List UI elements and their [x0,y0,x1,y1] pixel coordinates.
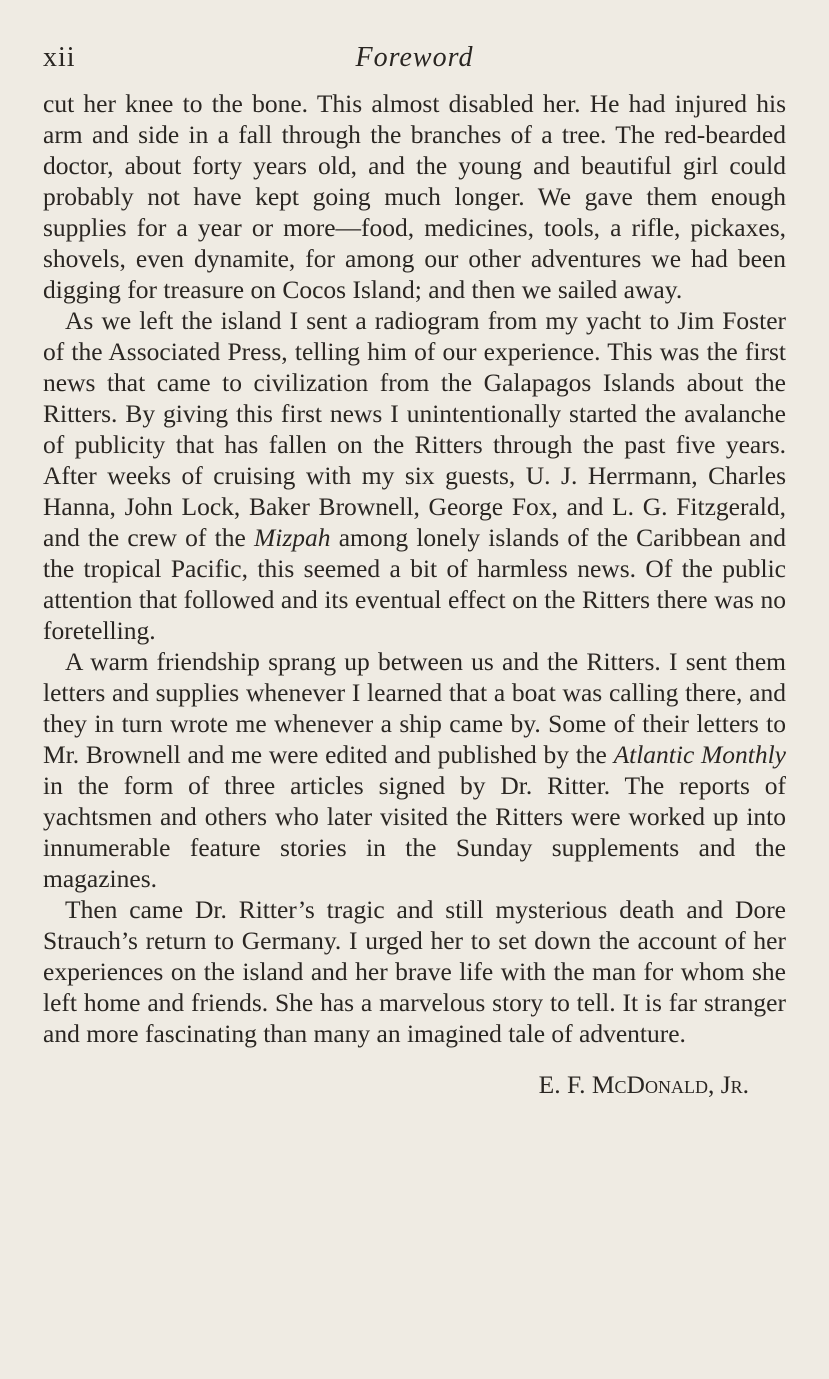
signature: E. F. McDonald, Jr. [538,1070,749,1099]
text-segment: among lonely islands of the Caribbean and the tropical Pacific, this seemed a bit of harmless news. Of the public attention that followed and its eventual effect on the Ritters there was no foretelling. [43,523,786,645]
paragraph-1 [43,88,786,305]
paragraph-2 [43,305,786,646]
text-segment: in the form of three articles signed by Dr. Ritter. The reports of yachtsmen and others who later visited the Ritters were worked up into innumerable feature stories in the Sunday supplements and the magazines. [43,771,786,893]
text-segment: cut her knee to the bone. This almost disabled her. He had injured his arm and side in a fall through the branches of a tree. The red-bearded doctor, about forty years old, and the young and beautiful girl could probably not have kept going much longer. We gave them enough supplies for a year or more—food, medicines, tools, a rifle, pickaxes, shovels, even dynamite, for among our other adventures we had been digging for treasure on Cocos Island; and then we sailed away. [43,89,786,304]
paragraph-4 [43,894,786,1049]
foreword-body [43,88,786,1100]
page-number: xii [43,42,76,73]
italic-title: Atlantic Monthly [613,740,786,769]
paragraph-3 [43,646,786,894]
running-title: Foreword [355,42,474,73]
text-segment: A warm friendship sprang up between us and the Ritters. I sent them letters and supplies whenever I learned that a boat was calling there, and they in turn wrote me whenever a ship came by. Some of their letters to Mr. Brownell and me were edited and published by the [43,647,786,769]
italic-title: Mizpah [254,523,331,552]
text-segment: As we left the island I sent a radiogram from my yacht to Jim Foster of the Associated Press, telling him of our experience. This was the first news that came to civilization from the Galapagos Islands about the Ritters. By giving this first news I unintentionally started the avalanche of publicity that has fallen on the Ritters through the past five years. After weeks of cruising with my six guests, U. J. Herrmann, Charles Hanna, John Lock, Baker Brownell, George Fox, and L. G. Fitzgerald, and the crew of the [43,306,786,552]
running-head [43,42,786,82]
text-segment: Then came Dr. Ritter’s tragic and still mysterious death and Dore Strauch’s return to Germany. I urged her to set down the account of her experiences on the island and her brave life with the man for whom she left home and friends. She has a marvelous story to tell. It is far stranger and more fascinating than many an imagined tale of adventure. [43,895,786,1048]
